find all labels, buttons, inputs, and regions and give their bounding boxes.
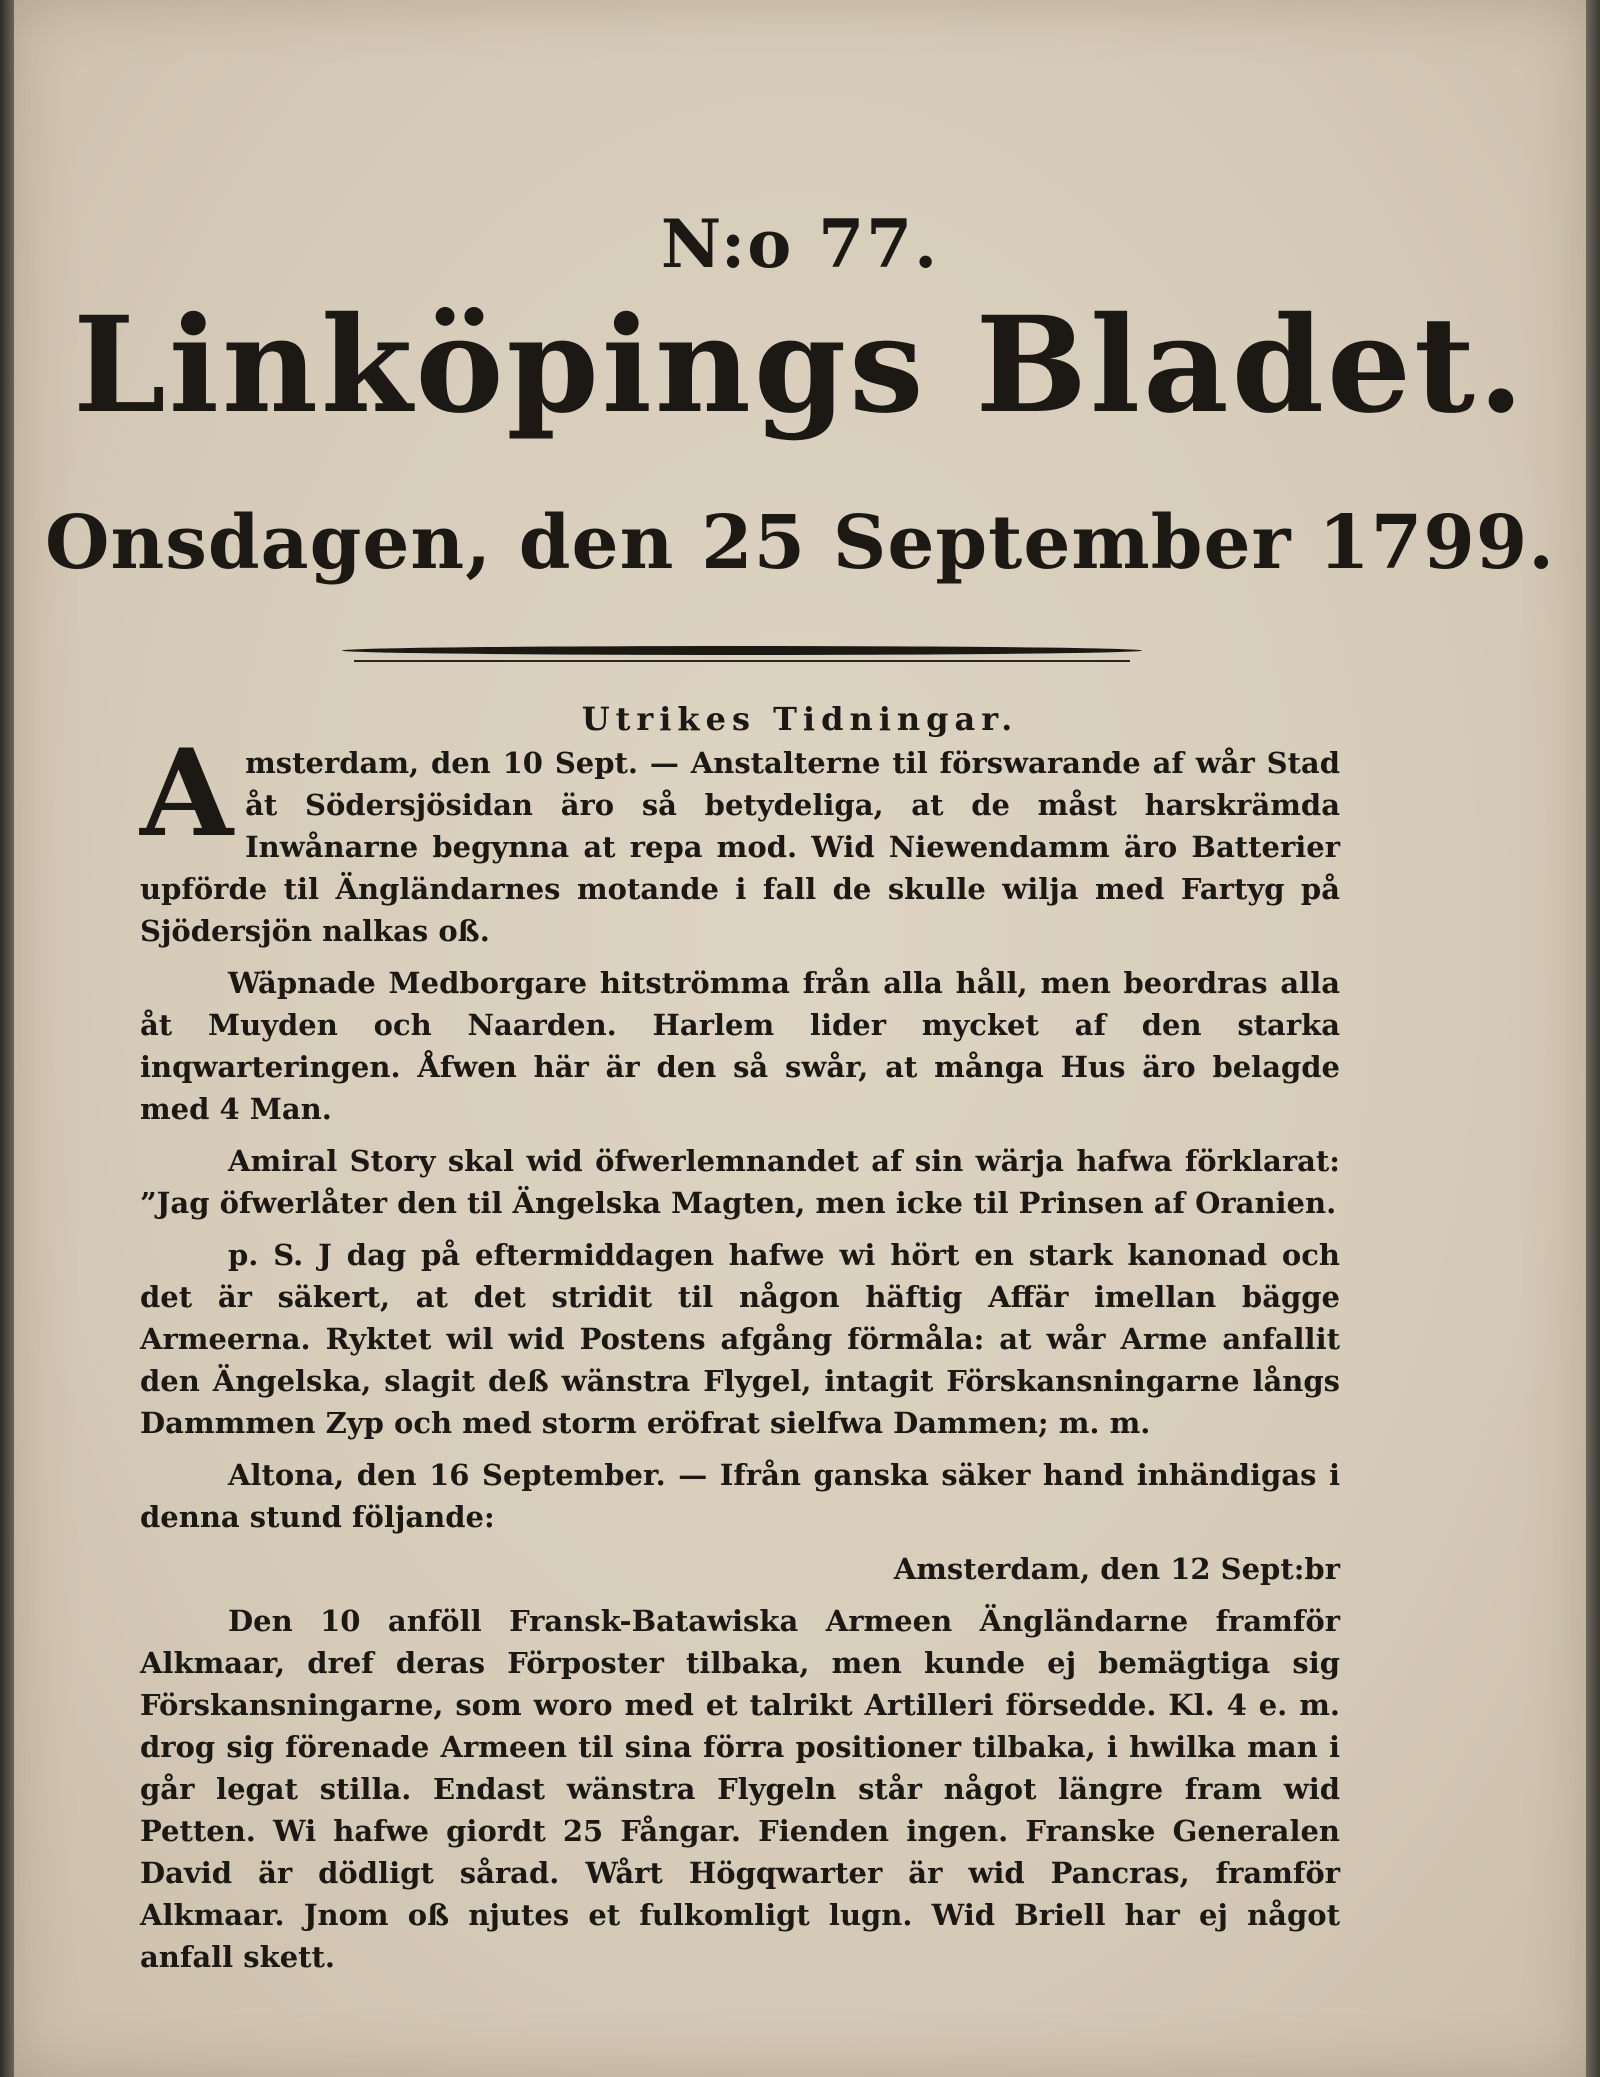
article2-paragraph-1: Altona, den 16 September. — Ifrån ganska säker hand inhändigas i denna stund följande:: [140, 1458, 1340, 1534]
header-rule-thin: [354, 660, 1130, 662]
article1-paragraph-4: p. S. J dag på eftermiddagen hafwe wi hört en stark kanonad och det är säkert, at det stridit til någon häftig Affär imellan bägge Armeerna. Ryktet wil wid Postens afgång förmåla: at wår Arme anfallit den Ängelska, slagit deß wänstra Flygel, intagit Förskansningarne långs Dammmen Zyp och med storm eröfrat sielfwa Dammen; m. m.: [140, 1238, 1340, 1440]
page-right-edge: [1586, 0, 1600, 2077]
newspaper-page: [14, 0, 1586, 2077]
article1-paragraph-2: Wäpnade Medborgare hitströmma från alla håll, men beordras alla åt Muyden och Naarden. Harlem lider mycket af den starka inqwarteringen. Åfwen här är den så swår, at många Hus äro belagde med 4 Man.: [140, 966, 1340, 1126]
issue-dateline: Onsdagen, den 25 September 1799.: [44, 500, 1555, 586]
section-title: Utrikes Tidningar.: [581, 700, 1019, 738]
dropcap-letter: A: [140, 723, 234, 864]
article1-paragraph-3: Amiral Story skal wid öfwerlemnandet af sin wärja hafwa förklarat: ”Jag öfwerlåter den til Ängelska Magten, men icke til Prinsen af Oranien.: [140, 1144, 1340, 1220]
article1-text-1: msterdam, den 10 Sept. — Anstalterne til förswarande af wår Stad åt Södersjösidan äro så betydeliga, at de måst harskrämda Inwånarne begynna at repa mod. Wid Niewendamm äro Batterier upförde til Ängländarnes motande i fall de skulle wilja med Fartyg på Sjödersjön nalkas oß.: [140, 746, 1340, 948]
article2-dateline: Amsterdam, den 12 Sept:br: [893, 1552, 1340, 1586]
article2-paragraph-2: Den 10 anföll Fransk-Batawiska Armeen Ängländarne framför Alkmaar, dref deras Förposter tilbaka, men kunde ej bemägtiga sig Förskansningarne, som woro med et talrikt Artilleri försedde. Kl. 4 e. m. drog sig förenade Armeen til sina förra positioner tilbaka, i hwilka man i går legat stilla. Endast wänstra Flygeln står något längre fram wid Petten. Wi hafwe giordt 25 Fångar. Fienden ingen. Franske Generalen David är dödligt sårad. Wårt Högqwarter är wid Pancras, framför Alkmaar. Jnom oß njutes et fulkomligt lugn. Wid Briell har ej något anfall skett.: [140, 1604, 1340, 1974]
issue-number: N:o 77.: [660, 205, 940, 283]
header-rule: [342, 646, 1142, 655]
binding-shadow: [0, 0, 14, 2077]
article1-paragraph-1: [140, 723, 1340, 952]
masthead-title: Linköpings Bladet.: [73, 288, 1527, 443]
article-body: [140, 723, 1340, 1988]
